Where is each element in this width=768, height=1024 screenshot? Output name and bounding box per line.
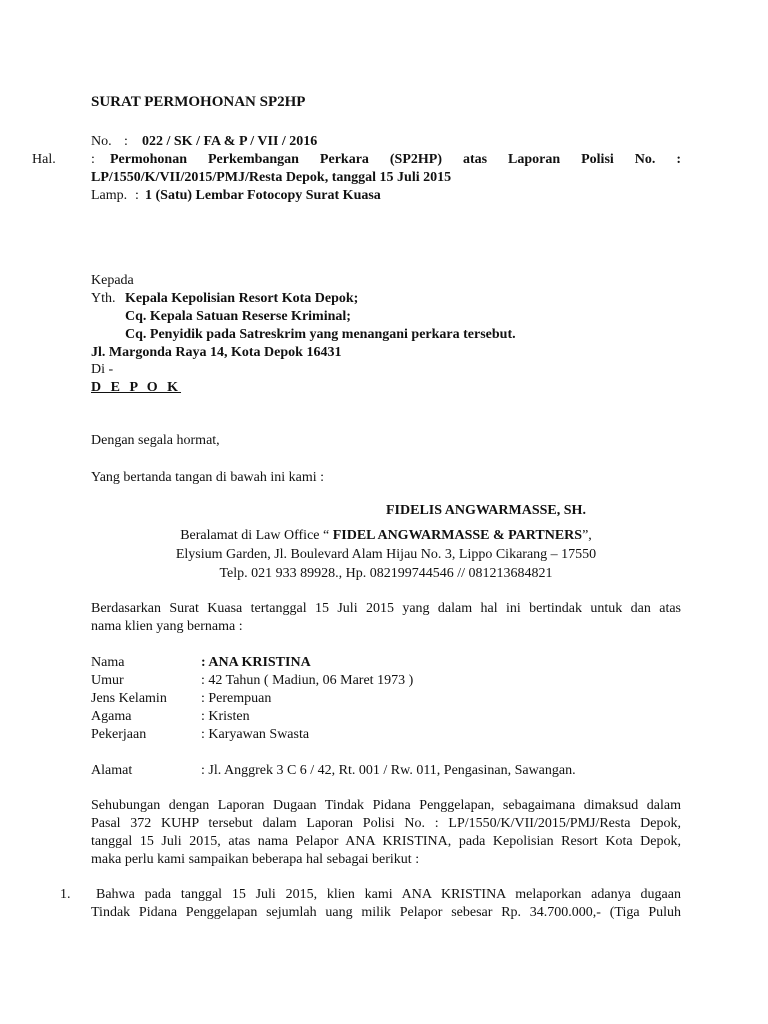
recipient-city: D E P O K — [91, 380, 182, 395]
client-label: Nama — [91, 655, 125, 670]
client-label: Agama — [91, 709, 132, 724]
client-row — [91, 690, 271, 708]
client-row — [91, 672, 413, 690]
recipient-line-2: Cq. Kepala Satuan Reserse Kriminal; — [125, 309, 351, 324]
attachment-label: Lamp. — [91, 188, 128, 203]
office-address: Elysium Garden, Jl. Boulevard Alam Hijau No. 3, Lippo Cikarang – 17550 — [175, 547, 597, 562]
signer-name: FIDELIS ANGWARMASSE, SH. — [386, 503, 586, 518]
client-label: Pekerjaan — [91, 727, 147, 742]
subject-separator: : — [91, 152, 95, 167]
point-1-number: 1. — [60, 887, 71, 902]
greeting: Dengan segala hormat, — [91, 433, 220, 448]
point-1-line-1: Bahwa pada tanggal 15 Juli 2015, klien kami ANA KRISTINA melaporkan adanya dugaan — [96, 887, 681, 902]
recipient-address: Jl. Margonda Raya 14, Kota Depok 16431 — [91, 345, 342, 360]
client-address-row — [91, 762, 576, 780]
subject-line-1: Permohonan Perkembangan Perkara (SP2HP) atas Laporan Polisi No. : — [110, 152, 681, 167]
attachment-value: 1 (Satu) Lembar Fotocopy Surat Kuasa — [145, 188, 381, 203]
client-value: : Kristen — [201, 709, 250, 724]
sehubungan-line: Pasal 372 KUHP tersebut dalam Laporan Polisi No. : LP/1550/K/VII/2015/PMJ/Resta Depok, — [91, 816, 681, 831]
point-1-line-2: Tindak Pidana Penggelapan sejumlah uang milik Pelapor sebesar Rp. 34.700.000,- (Tiga Puluh — [91, 905, 681, 920]
letter-title: SURAT PERMOHONAN SP2HP — [91, 94, 306, 110]
subject-line-2: LP/1550/K/VII/2015/PMJ/Resta Depok, tanggal 15 Juli 2015 — [91, 170, 452, 185]
client-value: : ANA KRISTINA — [201, 655, 311, 670]
recipient-yth-label: Yth. — [91, 291, 116, 306]
client-address-value: : Jl. Anggrek 3 C 6 / 42, Rt. 001 / Rw. 011, Pengasinan, Sawangan. — [201, 763, 576, 778]
recipient-kepada: Kepada — [91, 273, 134, 288]
client-value: : Karyawan Swasta — [201, 727, 310, 742]
recipient-di: Di - — [91, 362, 114, 377]
attachment-separator: : — [135, 188, 139, 203]
sehubungan-line: Sehubungan dengan Laporan Dugaan Tindak Pidana Penggelapan, sebagaimana dimaksud dalam — [91, 798, 681, 813]
intro-text: Yang bertanda tangan di bawah ini kami : — [91, 470, 325, 485]
number-label: No. — [91, 134, 112, 149]
office-suffix: ”, — [582, 528, 592, 543]
client-value: : Perempuan — [201, 691, 272, 706]
client-row — [91, 708, 250, 726]
number-separator: : — [124, 134, 128, 149]
kuasa-paragraph — [91, 600, 681, 636]
kuasa-line-1: Berdasarkan Surat Kuasa tertanggal 15 Juli 2015 yang dalam hal ini bertindak untuk dan atas — [91, 601, 681, 616]
office-name: FIDEL ANGWARMASSE & PARTNERS — [332, 528, 583, 543]
client-row — [91, 654, 311, 672]
client-label: Umur — [91, 673, 124, 688]
client-value: : 42 Tahun ( Madiun, 06 Maret 1973 ) — [201, 673, 414, 688]
office-line — [91, 527, 681, 545]
kuasa-line-2: nama klien yang bernama : — [91, 619, 243, 634]
client-address-label: Alamat — [91, 763, 133, 778]
sehubungan-paragraph — [91, 797, 681, 869]
client-label: Jens Kelamin — [91, 691, 167, 706]
recipient-line-3: Cq. Penyidik pada Satreskrim yang menangani perkara tersebut. — [125, 327, 516, 342]
subject-label: Hal. — [32, 152, 56, 167]
recipient-line-1: Kepala Kepolisian Resort Kota Depok; — [125, 291, 359, 306]
client-row — [91, 726, 309, 744]
sehubungan-line: tanggal 15 Juli 2015, atas nama Pelapor ANA KRISTINA, pada Kepolisian Resort Kota Depok, — [91, 834, 681, 849]
office-phone: Telp. 021 933 89928., Hp. 082199744546 // 081213684821 — [219, 566, 553, 581]
sehubungan-line: maka perlu kami sampaikan beberapa hal sebagai berikut : — [91, 852, 420, 867]
office-prefix: Beralamat di Law Office “ — [180, 528, 333, 543]
number-value: 022 / SK / FA & P / VII / 2016 — [142, 134, 318, 149]
